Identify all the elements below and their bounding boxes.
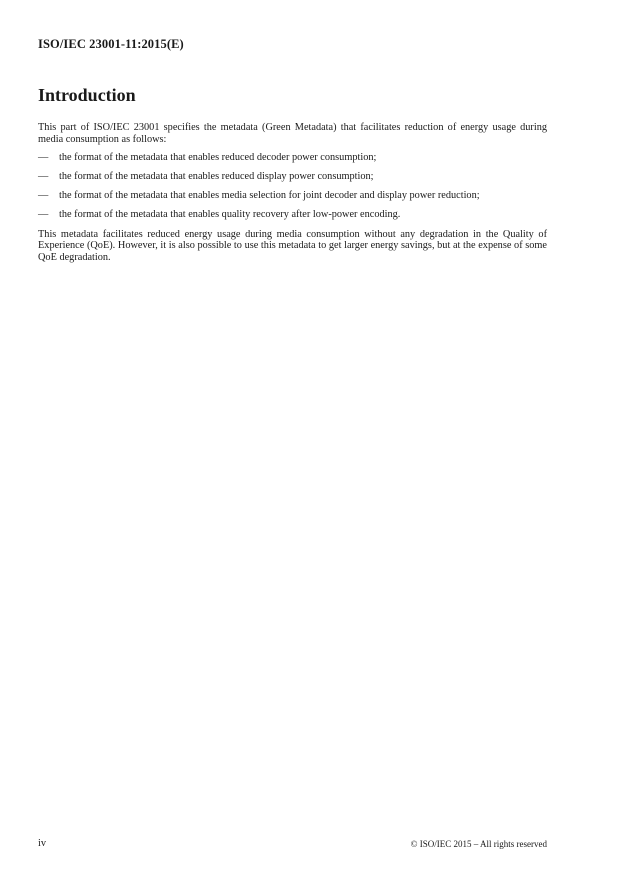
list-item bbox=[38, 209, 547, 221]
page-number: iv bbox=[38, 838, 47, 849]
intro-paragraph: This part of ISO/IEC 23001 specifies the metadata (Green Metadata) that facilitates reduction of energy usage during media consumption as follows: bbox=[38, 122, 547, 145]
list-item-text: the format of the metadata that enables reduced display power consumption; bbox=[59, 171, 374, 183]
list-item-text: the format of the metadata that enables quality recovery after low-power encoding. bbox=[59, 209, 401, 221]
list-item-text: the format of the metadata that enables media selection for joint decoder and display power reduction; bbox=[59, 190, 480, 202]
em-dash-bullet: — bbox=[38, 190, 49, 202]
copyright-notice: © ISO/IEC 2015 – All rights reserved bbox=[410, 839, 547, 849]
section-body bbox=[38, 122, 547, 270]
requirements-list bbox=[38, 152, 547, 221]
list-item-text: the format of the metadata that enables reduced decoder power consumption; bbox=[59, 152, 377, 164]
em-dash-bullet: — bbox=[38, 209, 49, 221]
document-identifier: ISO/IEC 23001-11:2015(E) bbox=[38, 37, 184, 51]
closing-paragraph: This metadata facilitates reduced energy usage during media consumption without any degradation in the Quality of Experience (QoE). However, it is also possible to use this metadata to get larger energy savings, but at the expense of some QoE degradation. bbox=[38, 228, 547, 263]
section-heading: Introduction bbox=[38, 85, 136, 105]
list-item bbox=[38, 171, 547, 183]
list-item bbox=[38, 152, 547, 164]
em-dash-bullet: — bbox=[38, 152, 49, 164]
em-dash-bullet: — bbox=[38, 171, 49, 183]
list-item bbox=[38, 190, 547, 202]
